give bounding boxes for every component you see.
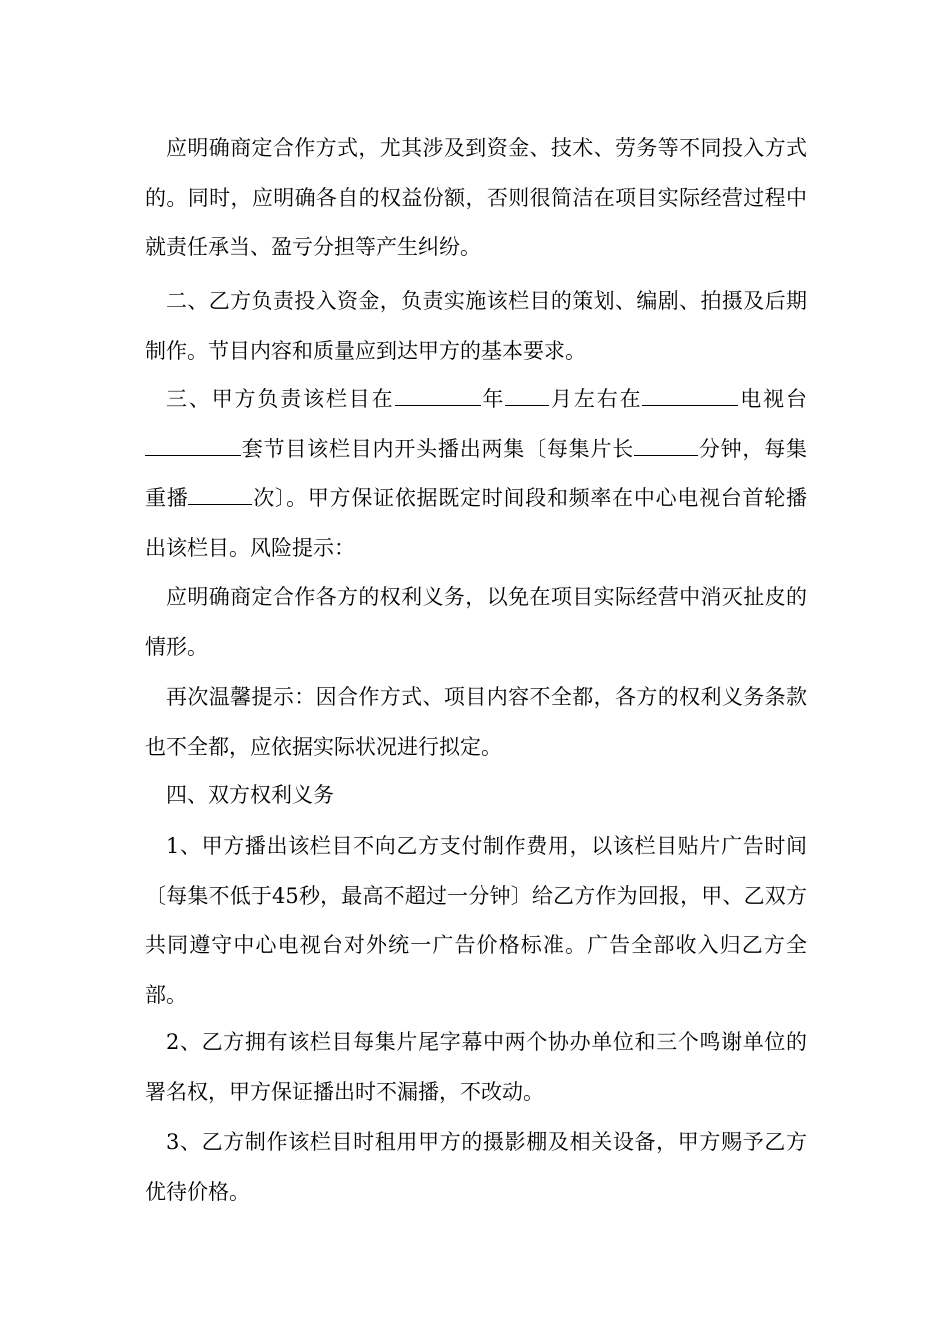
paragraph-item-2: 2、乙方拥有该栏目每集片尾字幕中两个协办单位和三个鸣谢单位的署名权，甲方保证播出时不漏播，不改动。	[145, 1030, 807, 1104]
clause3-text-7: 次〕。甲方保证依据既定时间段和频率在中心电视台首轮播出该栏目。风险提示：	[145, 486, 808, 560]
paragraph-clause-3	[145, 375, 807, 573]
paragraph-clause-2: 二、乙方负责投入资金，负责实施该栏目的策划、编剧、拍摄及后期制作。节目内容和质量应到达甲方的基本要求。	[145, 289, 807, 363]
paragraph-cooperation-mode: 应明确商定合作方式，尤其涉及到资金、技术、劳务等不同投入方式的。同时，应明确各自的权益份额，否则很简洁在项目实际经营过程中就责任承当、盈亏分担等产生纠纷。	[145, 136, 807, 259]
paragraph-rights-obligations: 应明确商定合作各方的权利义务，以免在项目实际经营中消灭扯皮的情形。	[145, 585, 807, 659]
blank-rerun-count	[188, 482, 252, 505]
paragraph-reminder: 再次温馨提示：因合作方式、项目内容不全都，各方的权利义务条款也不全都，应依据实际状况进行拟定。	[145, 685, 807, 759]
blank-year	[395, 383, 481, 406]
paragraph-item-3: 3、乙方制作该栏目时租用甲方的摄影棚及相关设备，甲方赐予乙方优待价格。	[145, 1130, 807, 1204]
clause3-text-3: 月左右在	[549, 387, 643, 411]
paragraph-item-1: 1、甲方播出该栏目不向乙方支付制作费用，以该栏目贴片广告时间〔每集不低于45秒，最高不超过一分钟〕给乙方作为回报，甲、乙双方共同遵守中心电视台对外统一广告价格标准。广告全部收入归乙方全部。	[145, 834, 807, 1007]
clause3-text-6: 分钟，每集重播	[145, 436, 808, 510]
clause3-text-4: 电视台	[738, 387, 808, 411]
clause3-text-1: 三、甲方负责该栏目在	[166, 387, 395, 411]
section-heading-4: 四、双方权利义务	[166, 783, 334, 807]
clause3-text-2: 年	[480, 387, 506, 411]
blank-channel	[145, 433, 241, 456]
blank-episode-length	[634, 433, 698, 456]
blank-tv-station	[642, 383, 738, 406]
clause3-text-5: 套节目该栏目内开头播出两集〔每集片长	[241, 436, 635, 461]
blank-month	[505, 383, 549, 406]
